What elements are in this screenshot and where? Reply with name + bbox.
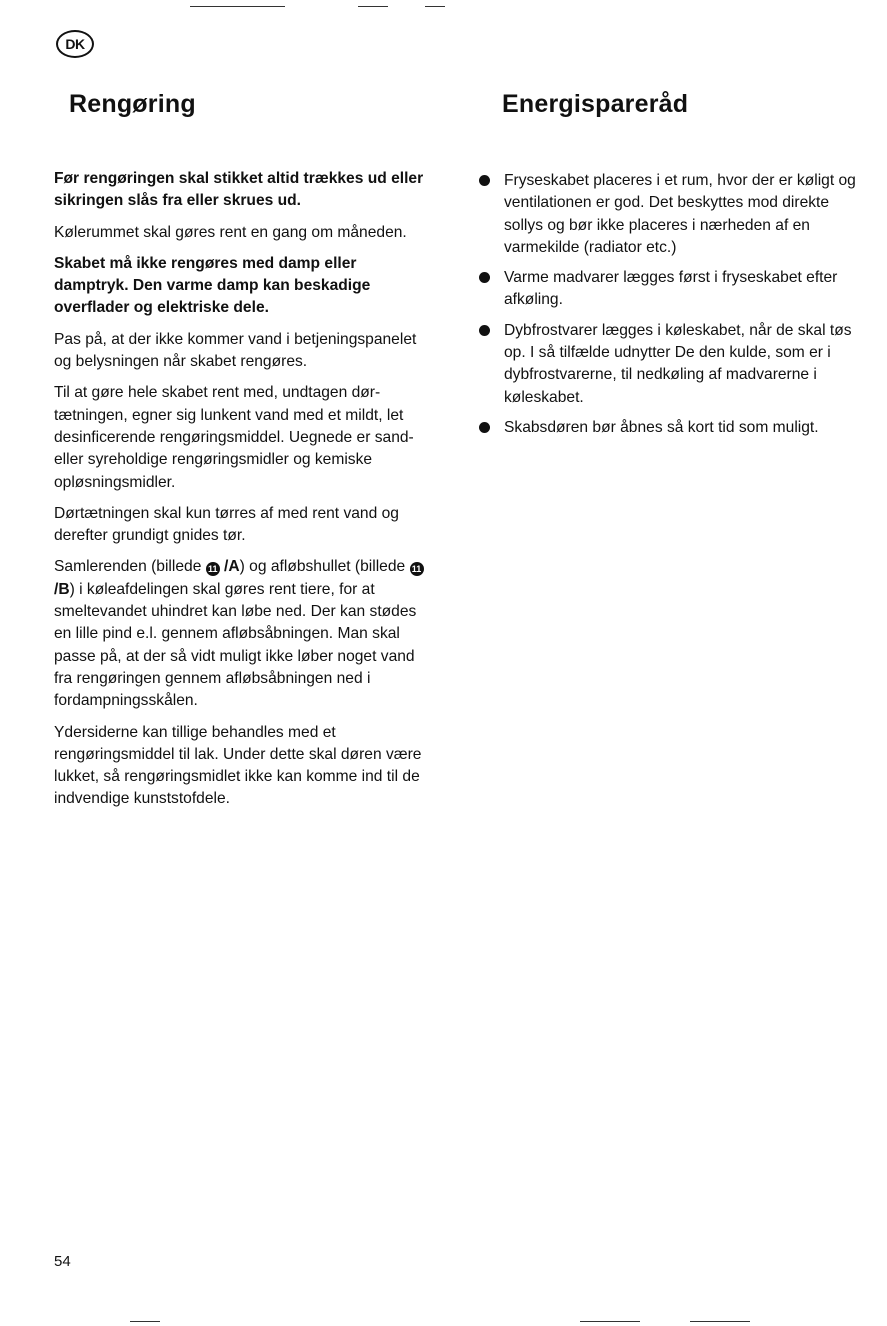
bullet-icon [479,272,490,283]
drain-text-end: ) i køleafdelingen skal gøres rent tiere, for at smeltevandet uhindret kan løbe ned. Der kan stødes en lille pind e.l. gennem afløbsåbningen. Man skal passe på, at der så vidt muligt ikke løber noget vand fra rengøringen gennem afløbsåbningen ned i fordampningsskålen. [54,580,417,710]
cleaning-paragraph-drain [54,556,434,712]
bullet-icon [479,325,490,336]
scan-artifact-line [358,6,388,7]
energy-tip-text: Fryseskabet placeres i et rum, hvor der er køligt og ventilationen er god. Det beskyttes mod direkte sollys og bør ikke placeres i nærheden af en varmekilde (radiator etc.) [504,172,856,256]
bullet-icon [479,175,490,186]
drain-text-start: Samlerenden (billede [54,558,206,576]
energy-tips-list [478,170,858,447]
figure-ref-icon: 11 [410,562,424,576]
energy-tip-text: Varme madvarer lægges først i fryseskabet efter afkøling. [504,269,838,309]
cleaning-section [54,168,434,820]
scan-artifact-line [130,1321,160,1322]
scan-artifact-line [190,6,285,7]
scan-artifact-line [580,1321,640,1322]
figure-ref-label: /A [224,558,240,576]
cleaning-paragraph: Til at gøre hele skabet rent med, undtagen dørtætningen, egner sig lunkent vand med et mildt, let desinficerende rengøringsmiddel. Uegnede er sand- eller syreholdige rengøringsmidler og kemiske opløsningsmidler. [54,384,414,491]
cleaning-paragraph: Ydersiderne kan tillige behandles med et rengøringsmiddel til lak. Under dette skal døren være lukket, så rengøringsmidlet ikke kan komme ind til de indvendige kunststofdele. [54,723,422,808]
cleaning-paragraph: Pas på, at der ikke kommer vand i betjeningspanelet og belysningen når skabet rengøres. [54,330,417,371]
drain-text-middle: ) og afløbshullet (billede [239,558,410,576]
energy-tip-item [478,320,858,409]
energy-tip-item [478,417,858,439]
figure-ref-icon: 11 [206,562,220,576]
page-number: 54 [54,1253,71,1270]
language-badge: DK [56,30,94,58]
scan-artifact-line [690,1321,750,1322]
cleaning-paragraph: Skabet må ikke rengøres med damp eller damptryk. Den varme damp kan beskadige overflader og elektriske dele. [54,254,371,317]
cleaning-heading: Rengøring [69,90,196,118]
energy-tip-item [478,170,858,259]
cleaning-paragraph: Kølerummet skal gøres rent en gang om måneden. [54,223,407,241]
bullet-icon [479,422,490,433]
energy-tip-text: Skabsdøren bør åbnes så kort tid som muligt. [504,418,819,436]
energy-saving-heading: Energispareråd [502,90,689,118]
cleaning-paragraph: Dørtætningen skal kun tørres af med rent vand og derefter grundigt gnides tør. [54,504,399,545]
energy-tip-text: Dybfrostvarer lægges i køleskabet, når de skal tøs op. I så tilfælde udnytter De den kulde, som er i dybfrostvarerne, til nedkøling af madvarerne i køleskabet. [504,321,852,406]
scan-artifact-line [425,6,445,7]
figure-ref-label: /B [54,580,70,598]
cleaning-paragraph: Før rengøringen skal stikket altid trækkes ud eller sikringen slås fra eller skrues ud. [54,170,424,210]
energy-tip-item [478,267,858,312]
